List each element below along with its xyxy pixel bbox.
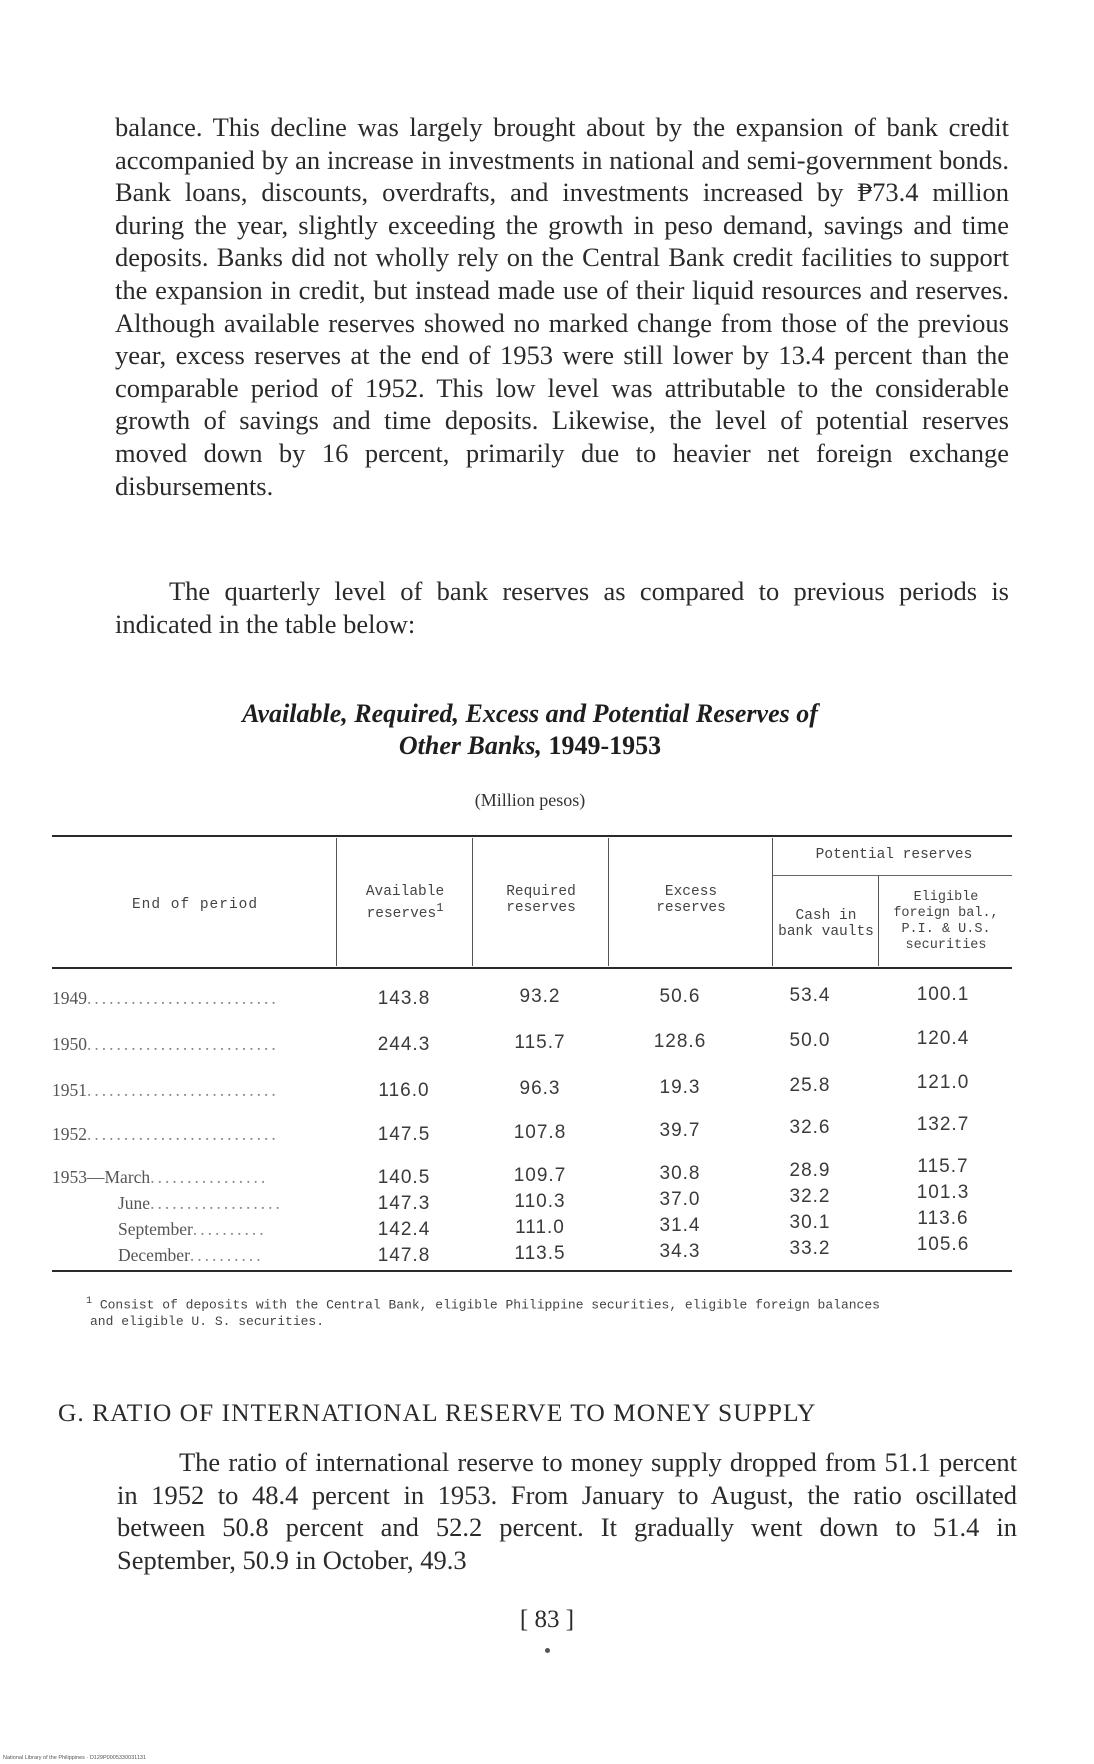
header-cash-line1: Cash in [795,908,857,924]
bottom-dot [545,1648,550,1653]
header-available-line1: Available [365,884,445,900]
header-eligible-line2: foreign bal., [893,906,999,921]
leader-dots: .................. [150,1193,283,1213]
cell-required: 96.3 [519,1078,561,1099]
row-label [52,1080,337,1101]
row-label-text: 1952 [52,1124,87,1144]
cell-eligible: 132.7 [916,1114,970,1135]
header-eligible-line3: P.I. & U.S. [901,922,991,937]
footnote-line1-text: Consist of deposits with the Central Bank, eligible Philippine securities, eligible foreign balances [99,1297,880,1313]
header-eligible-line1: Eligible [913,890,979,905]
cell-required: 113.5 [514,1243,566,1264]
cell-cash: 33.2 [789,1238,831,1259]
cell-cash: 32.2 [789,1186,831,1207]
cell-eligible: 105.6 [916,1234,970,1255]
cell-cash: 32.6 [789,1117,831,1138]
table-bottom-rule [52,1270,1012,1272]
header-period: End of period [131,897,259,913]
header-required-line1: Required [506,884,576,900]
section-heading: G. RATIO OF INTERNATIONAL RESERVE TO MONEY SUPPLY [58,1398,817,1427]
row-label-text: 1953—March [52,1167,151,1187]
cell-available: 147.8 [377,1245,431,1266]
footnote-line2: and eligible U. S. securities. [90,1314,325,1330]
cell-available: 147.3 [377,1193,431,1214]
body-paragraph-3: The ratio of international reserve to money supply dropped from 51.1 percent in 1952 to 48.4 percent in 1953. From January to August, the ratio oscillated between 50.8 percent and 52.2 percent. It gradually went down to 51.4 in September, 50.9 in October, 49.3 [117,1447,1017,1575]
footnote-mark: 1 [86,1296,93,1307]
leader-dots: .......................... [87,988,279,1008]
cell-cash: 30.1 [789,1212,831,1233]
header-required-line2: reserves [506,900,576,916]
row-label [52,1034,337,1055]
header-available-line2 [340,900,470,922]
column-divider-1 [336,838,337,966]
table-top-rule [52,835,1012,837]
cell-required: 110.3 [514,1191,566,1212]
row-label-text: June [118,1193,151,1213]
cell-available: 116.0 [378,1080,430,1101]
cell-available: 147.5 [377,1124,431,1145]
potential-subheader-rule [772,875,1012,876]
cell-required: 107.8 [513,1122,567,1143]
table-title-line2 [150,730,910,762]
header-required [476,884,606,916]
cell-excess: 128.6 [653,1031,707,1052]
table-title-years: 1949-1953 [548,731,662,760]
cell-required: 109.7 [513,1165,567,1186]
cell-cash: 50.0 [789,1030,831,1051]
cell-available: 244.3 [377,1034,431,1055]
cell-excess: 37.0 [659,1189,701,1210]
column-divider-4 [772,838,773,966]
column-divider-2 [472,838,473,966]
header-potential: Potential reserves [815,847,973,863]
cell-available: 142.4 [377,1219,431,1240]
row-label [52,1167,337,1188]
leader-dots: .......... [192,1219,267,1239]
row-label [52,1193,337,1214]
row-label-text: 1949 [52,988,87,1008]
row-label-text: September [118,1219,193,1239]
body-paragraph-2: The quarterly level of bank reserves as compared to previous periods is indicated in the table below: [115,576,1009,639]
cell-available: 143.8 [377,988,431,1009]
header-cash-line2: bank vaults [778,924,874,940]
header-excess-line2: reserves [656,900,726,916]
cell-excess: 39.7 [659,1120,701,1141]
body-paragraph-1: balance. This decline was largely brought about by the expansion of bank credit accompanied by an increase in investments in national and semi-government bonds. Bank loans, discounts, overdrafts, and investments increased by ₱73.4 million during the year, slightly exceeding the growth in peso demand, savings and time deposits. Banks did not wholly rely on the Central Bank credit facilities to support the expansion in credit, but instead made use of their liquid resources and reserves. Although available reserves showed no marked change from those of the previous year, excess reserves at the end of 1953 were still lower by 13.4 percent than the comparable period of 1952. This low level was attributable to the considerable growth of savings and time deposits. Likewise, the level of potential reserves moved down by 16 percent, primarily due to heavier net foreign exchange disbursements. [115,112,1009,501]
cell-cash: 25.8 [789,1075,831,1096]
cell-excess: 31.4 [659,1215,701,1236]
leader-dots: ................ [150,1167,269,1187]
cell-excess: 34.3 [659,1241,701,1262]
leader-dots: .......................... [87,1124,279,1144]
row-label-text: December [118,1245,190,1265]
cell-required: 93.2 [519,986,561,1007]
cell-eligible: 100.1 [916,984,970,1005]
header-excess-line1: Excess [664,884,718,900]
leader-dots: .......................... [87,1080,279,1100]
cell-required: 111.0 [515,1217,565,1238]
row-label [52,1245,337,1266]
header-eligible [880,890,1012,954]
table-title-line2-text: Other Banks, [398,731,542,760]
header-cash [774,908,878,940]
row-label-text: 1951 [52,1080,87,1100]
header-eligible-line4: securities [905,938,987,953]
cell-excess: 30.8 [659,1163,701,1184]
cell-eligible: 120.4 [916,1028,970,1049]
cell-eligible: 121.0 [916,1072,970,1093]
row-label [52,988,337,1009]
cell-cash: 28.9 [789,1160,831,1181]
cell-available: 140.5 [377,1167,431,1188]
row-label [52,1124,337,1145]
row-label-text: 1950 [52,1034,87,1054]
leader-dots: .......... [189,1245,264,1265]
column-divider-3 [608,838,609,966]
cell-excess: 50.6 [659,986,701,1007]
cell-eligible: 101.3 [916,1182,970,1203]
table-unit: (Million pesos) [474,790,586,810]
header-available-line2-text: reserves [366,905,437,922]
page-number: [ 83 ] [519,1606,575,1633]
table-title-line1: Available, Required, Excess and Potential Reserves of [242,699,818,728]
leader-dots: .......................... [87,1034,279,1054]
cell-eligible: 115.7 [917,1156,969,1177]
row-label [52,1219,337,1240]
cell-required: 115.7 [514,1032,566,1053]
table-footnote [86,1293,1016,1330]
footnote-marker: 1 [436,901,444,915]
header-available [340,884,470,922]
footnote-line1 [86,1293,1016,1313]
scan-credit-line: National Library of the Philippines · D129P0005330031131 [3,1755,146,1761]
cell-cash: 53.4 [789,985,831,1006]
header-excess [612,884,770,916]
column-divider-5 [878,876,879,966]
cell-eligible: 113.6 [917,1208,969,1229]
table-title [150,698,910,762]
cell-excess: 19.3 [659,1077,701,1098]
table-header-bottom-rule [52,967,1012,969]
